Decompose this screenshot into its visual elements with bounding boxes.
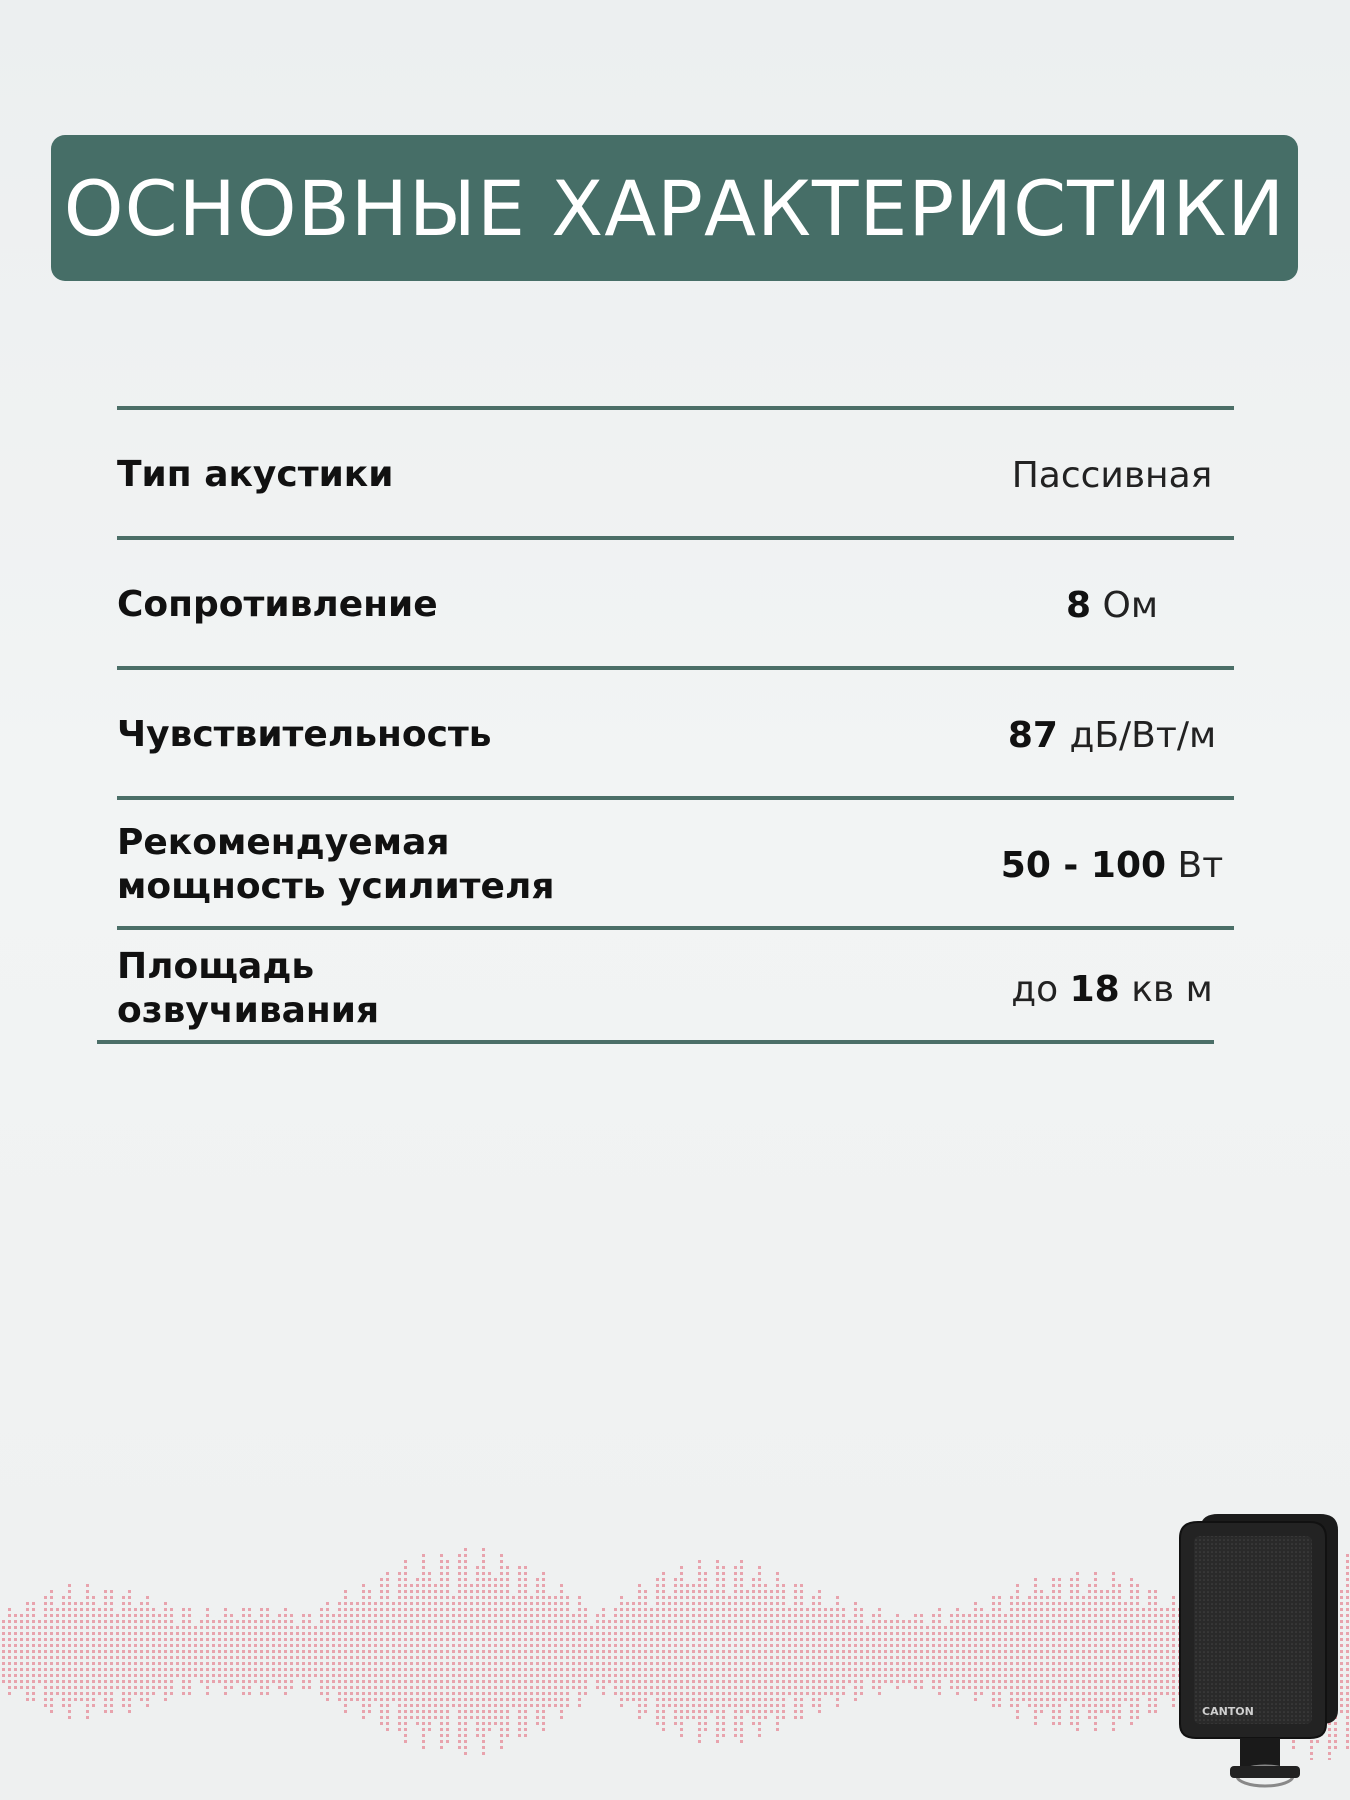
- spec-label: [117, 945, 717, 1033]
- spec-value-unit: дБ/Вт/м: [1069, 714, 1217, 756]
- spec-row-impedance: [117, 540, 1234, 670]
- spec-label: [117, 453, 717, 497]
- spec-row-type: [117, 410, 1234, 540]
- spec-value-unit: Вт: [1177, 844, 1224, 886]
- spec-label-line: Сопротивление: [117, 584, 438, 625]
- spec-value-prefix: до: [1011, 968, 1059, 1010]
- page-title: ОСНОВНЫЕ ХАРАКТЕРИСТИКИ: [63, 163, 1286, 253]
- spec-value-unit: Пассивная: [1011, 454, 1213, 496]
- spec-label-line: Рекомендуемая: [117, 822, 450, 863]
- spec-label-line: мощность усилителя: [117, 866, 555, 907]
- spec-label: [117, 583, 717, 627]
- spec-label-line: озвучивания: [117, 990, 380, 1031]
- spec-label-line: Площадь: [117, 946, 315, 987]
- spec-value-number: 87: [1007, 714, 1058, 756]
- title-banner: [51, 135, 1298, 281]
- speaker-photo: [1170, 1510, 1350, 1800]
- spec-value-number: 8: [1065, 584, 1092, 626]
- sound-wave-graphic: [0, 1500, 1350, 1760]
- spec-value-unit: Ом: [1102, 584, 1158, 626]
- spec-label: [117, 713, 717, 757]
- spec-value-unit: кв м: [1131, 968, 1213, 1010]
- spec-row-area: [117, 930, 1234, 1048]
- table-divider: [97, 1040, 1214, 1044]
- spec-value-number: 50 - 100: [1000, 844, 1167, 886]
- speaker-brand-logo: CANTON: [1202, 1705, 1254, 1718]
- spec-row-power: [117, 800, 1234, 930]
- spec-value: [887, 969, 1337, 1010]
- spec-row-sensitivity: [117, 670, 1234, 800]
- spec-label-line: Тип акустики: [117, 454, 394, 495]
- spec-value: [887, 585, 1337, 626]
- spec-value: [887, 455, 1337, 496]
- spec-label: [117, 821, 717, 909]
- spec-label-line: Чувствительность: [117, 714, 492, 755]
- spec-value: [887, 715, 1337, 756]
- spec-value-number: 18: [1069, 968, 1120, 1010]
- spec-value: [887, 845, 1337, 886]
